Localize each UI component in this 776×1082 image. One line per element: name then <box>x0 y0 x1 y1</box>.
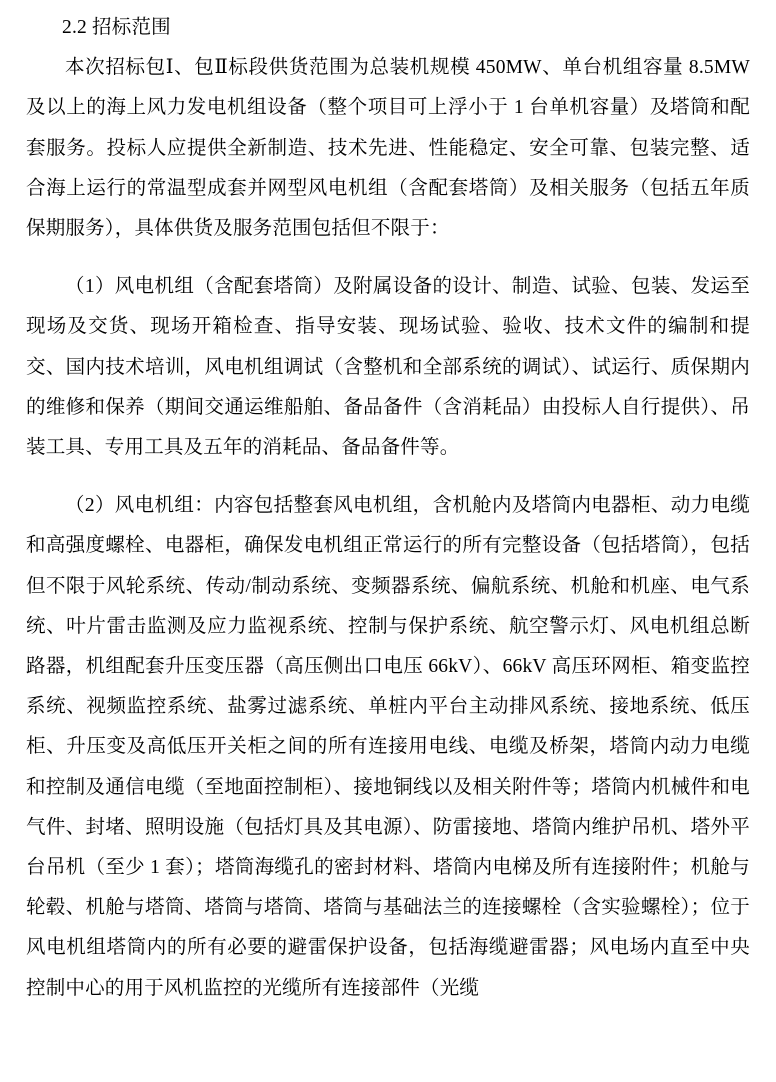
paragraph-item-2: （2）风电机组：内容包括整套风电机组，含机舱内及塔筒内电器柜、动力电缆和高强度螺栓、电器柜，确保发电机组正常运行的所有完整设备（包括塔筒），包括但不限于风轮系统、传动/制动系统、变频器系统、偏航系统、机舱和机座、电气系统、叶片雷击监测及应力监视系统、控制与保护系统、航空警示灯、风电机组总断路器，机组配套升压变压器（高压侧出口电压 66kV）、66kV 高压环网柜、箱变监控系统、视频监控系统、盐雾过滤系统、单桩内平台主动排风系统、接地系统、低压柜、升压变及高低压开关柜之间的所有连接用电线、电缆及桥架，塔筒内动力电缆和控制及通信电缆（至地面控制柜）、接地铜线以及相关附件等；塔筒内机械件和电气件、封堵、照明设施（包括灯具及其电源）、防雷接地、塔筒内维护吊机、塔外平台吊机（至少 1 套）；塔筒海缆孔的密封材料、塔筒内电梯及所有连接附件；机舱与轮毂、机舱与塔筒、塔筒与塔筒、塔筒与基础法兰的连接螺栓（含实验螺栓）；位于风电机组塔筒内的所有必要的避雷保护设备，包括海缆避雷器；风电场内直至中央控制中心的用于风机监控的光缆所有连接部件（光缆 <box>26 495 750 999</box>
paragraph-spacer <box>26 249 750 267</box>
section-heading: 2.2 招标范围 <box>62 17 171 38</box>
paragraph-scope-intro: 本次招标包Ⅰ、包Ⅱ标段供货范围为总装机规模 450MW、单台机组容量 8.5MW 及以上的海上风力发电机组设备（整个项目可上浮小于 1 台单机容量）及塔筒和配套服务。投标人应提供全新制造、技术先进、性能稳定、安全可靠、包装完整、适合海上运行的常温型成套并网型风电机组（含配套塔筒）及相关服务（包括五年质保期服务），具体供货及服务范围包括但不限于： <box>26 57 750 240</box>
paragraph-item-1: （1）风电机组（含配套塔筒）及附属设备的设计、制造、试验、包装、发运至现场及交货、现场开箱检查、指导安装、现场试验、验收、技术文件的编制和提交、国内技术培训，风电机组调试（含整机和全部系统的调试）、试运行、质保期内的维修和保养（期间交通运维船舶、备品备件（含消耗品）由投标人自行提供）、吊装工具、专用工具及五年的消耗品、备品备件等。 <box>26 276 750 459</box>
paragraph-spacer <box>26 468 750 486</box>
document-body <box>26 8 750 1009</box>
